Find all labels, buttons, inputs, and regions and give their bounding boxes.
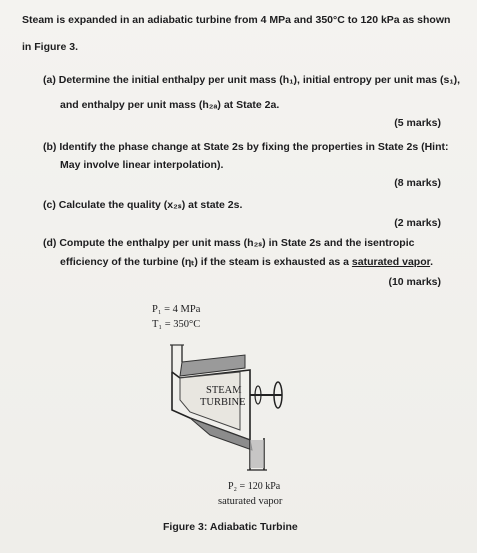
intro-line-1: Steam is expanded in an adiabatic turbine from 4 MPa and 350°C to 120 kPa as shown [22, 14, 451, 26]
part-d-line-2-post: . [430, 256, 434, 268]
turbine-label-steam: STEAM [206, 385, 242, 396]
part-d-marks: (10 marks) [388, 276, 441, 288]
part-b-marks: (8 marks) [394, 177, 441, 189]
inlet-temperature-label: T₁ = 350°C [152, 319, 201, 330]
turbine-figure [150, 300, 310, 515]
figure-caption: Figure 3: Adiabatic Turbine [163, 521, 298, 533]
part-b-line-2: May involve linear interpolation). [60, 159, 224, 171]
inlet-pressure-label: P₁ = 4 MPa [152, 304, 201, 315]
turbine-label-turbine: TURBINE [200, 397, 246, 408]
outlet-pressure-label: P₂ = 120 kPa [228, 481, 281, 492]
saturated-vapor-underlined: saturated vapor [351, 256, 431, 268]
outlet-state-label: saturated vapor [218, 496, 283, 507]
part-d-line-1: (d) Compute the enthalpy per unit mass (h₂ₛ) in State 2s and the isentropic [43, 237, 415, 249]
part-a-line-2: and enthalpy per unit mass (h₂ₐ) at State 2a. [60, 99, 280, 111]
part-d-line-2-pre: efficiency of the turbine (ηₜ) if the steam is exhausted as a [60, 256, 352, 268]
part-c-marks: (2 marks) [394, 217, 441, 229]
part-b-line-1: (b) Identify the phase change at State 2s by fixing the properties in State 2s (Hint: [43, 141, 449, 153]
part-a-marks: (5 marks) [394, 117, 441, 129]
intro-line-2: in Figure 3. [22, 41, 79, 53]
part-a-line-1: (a) Determine the initial enthalpy per unit mass (h₁), initial entropy per unit mas (s₁), [43, 74, 461, 86]
part-d-line-2 [60, 256, 433, 269]
part-c-line-1: (c) Calculate the quality (x₂ₛ) at state 2s. [43, 199, 243, 211]
